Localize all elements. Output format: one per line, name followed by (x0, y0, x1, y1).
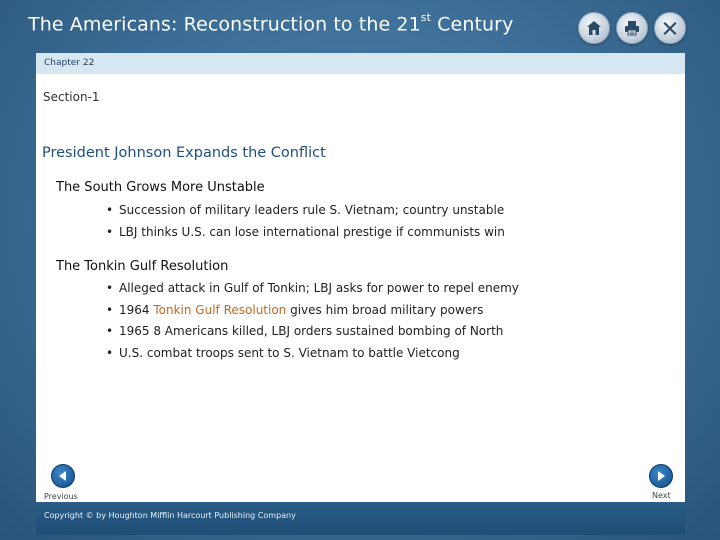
page-title: The Americans: Reconstruction to the 21st Century (28, 11, 514, 36)
close-icon (661, 19, 679, 37)
home-button[interactable] (578, 12, 610, 44)
footer (36, 502, 685, 535)
bullet-list (106, 278, 519, 364)
section-label: Section-1 (43, 90, 100, 104)
toolbar (578, 12, 686, 44)
bullet-item: • 1965 8 Americans killed, LBJ orders sustained bombing of North (106, 321, 519, 343)
previous-button[interactable] (51, 464, 75, 488)
home-icon (585, 19, 603, 37)
arrow-left-icon (57, 467, 69, 486)
content-panel (36, 53, 685, 535)
bullet-item: • Alleged attack in Gulf of Tonkin; LBJ asks for power to repel enemy (106, 278, 519, 300)
group-title: The Tonkin Gulf Resolution (56, 259, 229, 274)
close-button[interactable] (654, 12, 686, 44)
arrow-right-icon (655, 467, 667, 486)
bullet-list (106, 200, 505, 243)
previous-label[interactable]: Previous (44, 492, 78, 501)
slide-heading: President Johnson Expands the Conflict (42, 145, 326, 161)
highlighted-term: Tonkin Gulf Resolution (153, 302, 287, 317)
next-button[interactable] (649, 464, 673, 488)
chapter-label: Chapter 22 (44, 58, 95, 68)
group-title: The South Grows More Unstable (56, 180, 265, 195)
copyright-text: Copyright © by Houghton Mifflin Harcourt Publishing Company (44, 511, 296, 520)
bullet-item: • 1964 Tonkin Gulf Resolution gives him broad military powers (106, 300, 519, 322)
bullet-item: • LBJ thinks U.S. can lose international prestige if communists win (106, 222, 505, 244)
bullet-item: • Succession of military leaders rule S. Vietnam; country unstable (106, 200, 505, 222)
print-icon (623, 19, 641, 37)
print-button[interactable] (616, 12, 648, 44)
bullet-item: • U.S. combat troops sent to S. Vietnam to battle Vietcong (106, 343, 519, 365)
chapter-bar (36, 53, 685, 74)
next-label[interactable]: Next (652, 491, 671, 500)
